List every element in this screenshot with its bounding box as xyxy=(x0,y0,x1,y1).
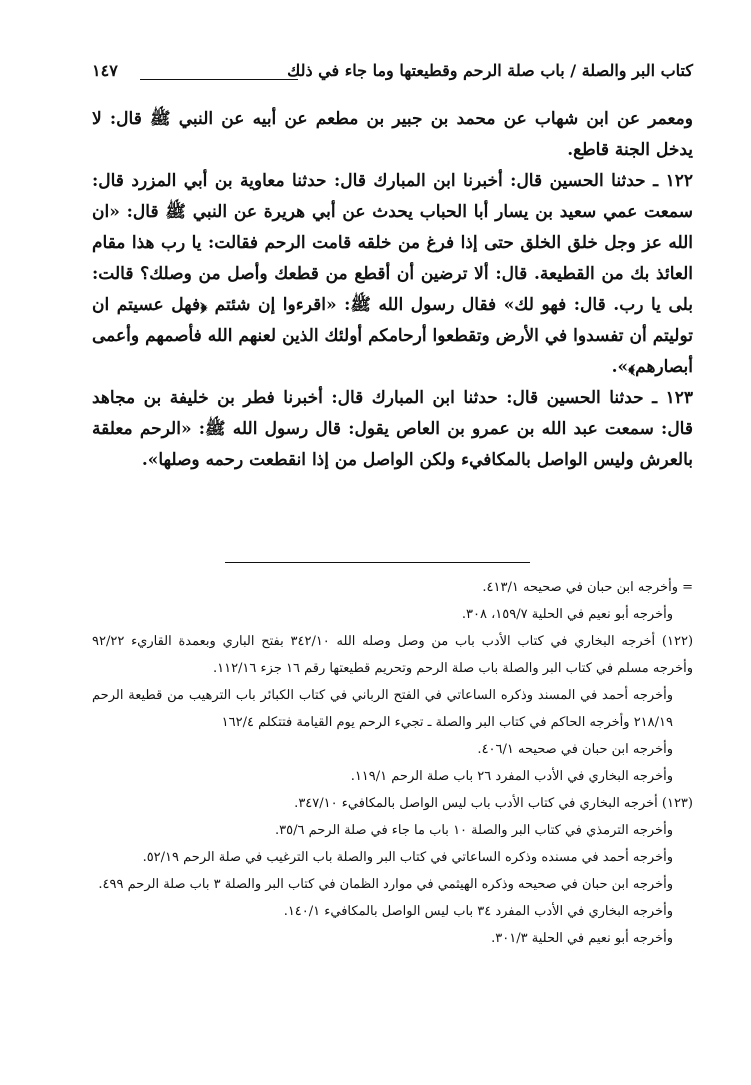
header-title: كتاب البر والصلة / باب صلة الرحم وقطيعتها وما جاء في ذلك xyxy=(287,61,693,80)
footnote-line: وأخرجه أحمد في مسنده وذكره الساعاتي في كتاب البر والصلة باب الترغيب في صلة الرحم ٥٢/١٩. xyxy=(142,850,673,865)
footnote-line: وأخرجه البخاري في الأدب المفرد ٣٤ باب ليس الواصل بالمكافيء ١٤٠/١. xyxy=(283,904,673,919)
text-paragraph: ومعمر عن ابن شهاب عن محمد بن جبير بن مطعم عن أبيه عن النبي ﷺ قال: لا يدخل الجنة قاطع. xyxy=(92,109,693,160)
header-rule xyxy=(140,79,298,80)
footnote-line: وأخرجه أبو نعيم في الحلية ٣٠١/٣. xyxy=(491,931,673,946)
footnote-123: (١٢٣) أخرجه البخاري في كتاب الأدب باب ليس الواصل بالمكافيء ٣٤٧/١٠. xyxy=(294,796,693,811)
footnote-122: (١٢٢) أخرجه البخاري في كتاب الأدب باب من وصل وصله الله ٣٤٢/١٠ بفتح الباري وبعمدة القاريء ٩٢/٢٢ وأخرجه مسلم في كتاب البر والصلة باب صلة الرحم وتحريم قطيعتها رقم ١٦ جزء ١١٢/١٦. xyxy=(92,634,694,676)
footnote-line: وأخرجه ابن حبان في صحيحه وذكره الهيثمي في موارد الظمان في كتاب البر والصلة ٣ باب صلة الرحم ٤٩٩. xyxy=(98,877,673,892)
footnote-separator xyxy=(225,562,530,563)
running-header xyxy=(92,57,693,89)
footnote-line: وأخرجه الترمذي في كتاب البر والصلة ١٠ باب ما جاء في صلة الرحم ٣٥/٦. xyxy=(275,823,673,838)
footnote-line: وأخرجه ابن حبان في صحيحه ٤٠٦/١. xyxy=(477,742,673,757)
footnote-line: = وأخرجه ابن حبان في صحيحه ٤١٣/١. xyxy=(482,580,693,595)
footnote-line: وأخرجه أبو نعيم في الحلية ١٥٩/٧، ٣٠٨. xyxy=(461,607,673,622)
page-number: ١٤٧ xyxy=(92,61,118,80)
hadith-123: ١٢٣ ـ حدثنا الحسين قال: حدثنا ابن المبارك قال: أخبرنا فطر بن خليفة بن مجاهد قال: سمعت عبد الله بن عمرو بن العاص يقول: قال رسول الله ﷺ: «الرحم معلقة بالعرش وليس الواصل بالمكافيء ولكن الواصل من إذا انقطعت رحمه وصلها». xyxy=(92,388,693,470)
footnotes xyxy=(92,574,693,952)
footnote-line: وأخرجه أحمد في المسند وذكره الساعاتي في الفتح الرباني في كتاب الكبائر باب الترهيب من قطيعة الرحم ٢١٨/١٩ وأخرجه الحاكم في كتاب البر والصلة ـ تجيء الرحم يوم القيامة فتتكلم ١٦٢/٤ xyxy=(92,688,673,730)
main-text xyxy=(92,104,693,476)
hadith-122: ١٢٢ ـ حدثنا الحسين قال: أخبرنا ابن المبارك قال: حدثنا معاوية بن أبي المزرد قال: سمعت عمي سعيد بن يسار أبا الحباب يحدث عن أبي هريرة عن النبي ﷺ قال: «ان الله عز وجل خلق الخلق حتى إذا فرغ من خلقه قامت الرحم فقالت: يا رب هذا مقام العائذ بك من القطيعة. قال: ألا ترضين أن أقطع من قطعك وأصل من وصلك؟ قالت: بلى يا رب. قال: فهو لك» فقال رسول الله ﷺ: «اقرءوا إن شئتم ﴿فهل عسيتم ان توليتم أن تفسدوا في الأرض وتقطعوا أرحامكم أولئك الذين لعنهم الله فأصمهم وأعمى أبصارهم﴾». xyxy=(92,171,693,377)
footnote-line: وأخرجه البخاري في الأدب المفرد ٢٦ باب صلة الرحم ١١٩/١. xyxy=(350,769,673,784)
